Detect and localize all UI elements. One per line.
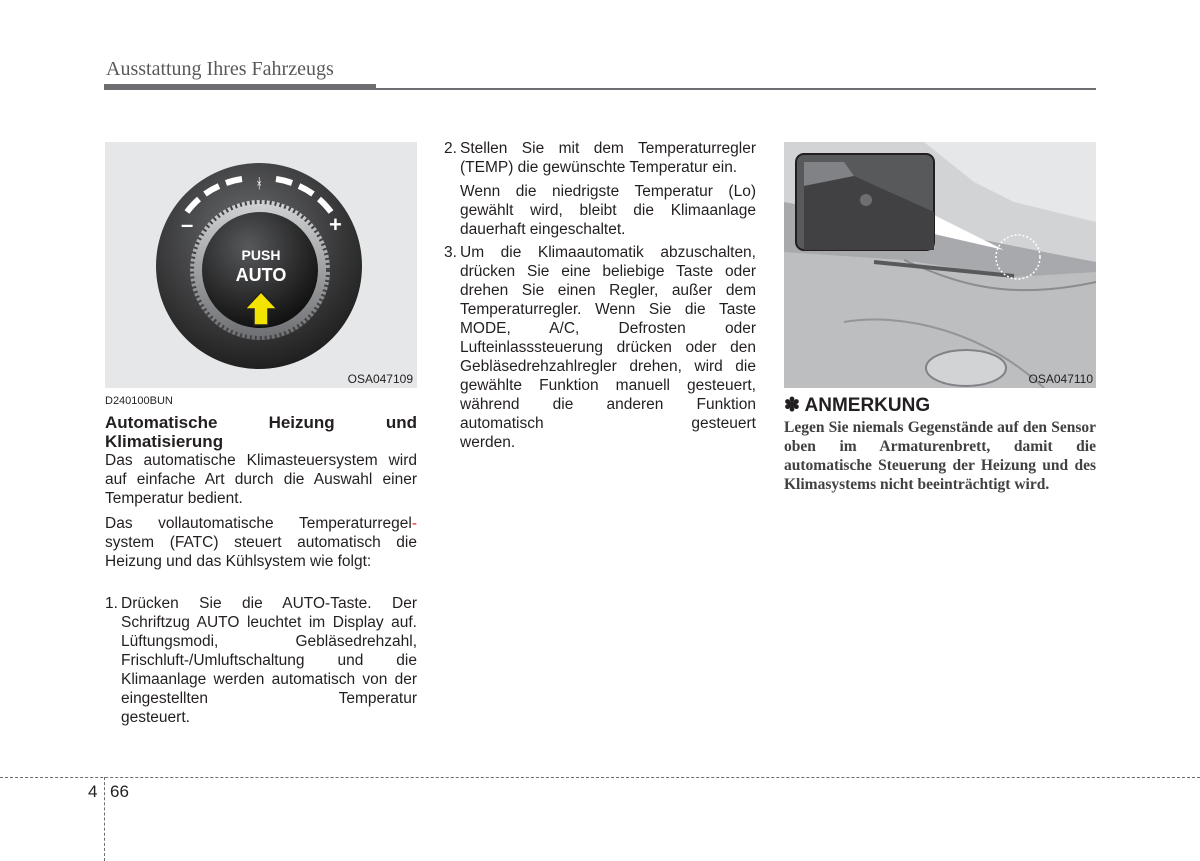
list-number: 2.: [444, 140, 457, 157]
list-text: gesteuert.: [121, 709, 190, 726]
list-text: Stellen Sie mit dem Temperaturregler (TEMP) die gewünschte Temperatur ein.: [460, 140, 756, 176]
section-title-line: Klimatisierung: [105, 432, 224, 451]
section-title-line: Automatische Heizung und: [105, 413, 417, 432]
knob-push-label: PUSH: [241, 247, 281, 263]
dashboard-sensor-illustration: [784, 142, 1096, 388]
knob-auto-label: AUTO: [235, 265, 287, 285]
footer-rule: [0, 777, 1200, 778]
note-body: Legen Sie niemals Gegenstände auf den Sensor oben im Armaturenbrett, damit die automatische Steuerung der Heizung und des Klimasystems nicht beeinträchtigt wird.: [784, 419, 1096, 493]
figure-auto-knob: [105, 142, 417, 388]
list-text: werden.: [460, 434, 516, 451]
section-code: D240100BUN: [105, 395, 173, 407]
page-number: 66: [110, 782, 129, 801]
column-2-body: [444, 139, 756, 452]
list-item: [444, 243, 756, 452]
hyphen-mark: -: [411, 515, 417, 532]
svg-text:ᚼ: ᚼ: [255, 176, 264, 192]
asterisk-icon: ✽: [784, 395, 800, 416]
list-number: 3.: [444, 244, 457, 261]
paragraph: [105, 514, 417, 571]
header-rule: [104, 88, 1096, 90]
svg-text:+: +: [329, 212, 342, 237]
column-1-body: [105, 451, 417, 727]
list-text: Drücken Sie die AUTO-Taste. Der Schriftzug AUTO leuchtet im Display auf. Lüftungsmodi, Gebläsedrehzahl, Frischluft-/Umluftschaltung und die Klimaanlage werden automatisch von der eingestellten Temperatur: [121, 595, 417, 707]
figure-caption: OSA047109: [347, 372, 413, 386]
list-number: 1.: [105, 595, 118, 612]
list-subtext: Wenn die niedrigste Temperatur (Lo) gewählt wird, bleibt die Klimaanlage dauerhaft eingeschaltet.: [460, 183, 756, 238]
figure-caption: OSA047110: [1028, 372, 1093, 386]
section-title: [105, 413, 417, 451]
figure-sensor-location: [784, 142, 1096, 388]
note-title-text: ANMERKUNG: [804, 395, 931, 416]
list-item: [444, 139, 756, 239]
paragraph: Das automatische Klimasteuersystem wird auf einfache Art durch die Auswahl einer Temperatur bedient.: [105, 452, 417, 507]
paragraph-text: Das vollautomatische Temperaturregel: [105, 515, 412, 532]
chapter-number: 4: [88, 782, 98, 801]
running-header: Ausstattung Ihres Fahrzeugs: [106, 58, 334, 80]
paragraph-text: system (FATC) steuert automatisch die Heizung und das Kühlsystem wie folgt:: [105, 534, 417, 570]
note-title: [784, 394, 930, 417]
auto-knob-illustration: [105, 142, 417, 388]
footer-divider: [104, 777, 105, 861]
list-item: [105, 594, 417, 727]
svg-text:–: –: [181, 212, 194, 237]
list-text: Um die Klimaautomatik abzuschalten, drücken Sie eine beliebige Taste oder drehen Sie einen Regler, außer dem Temperaturregler. Wenn Sie die Taste MODE, A/C, Defrosten oder Lufteinlasssteuerung drücken oder den Gebläsedrehzahlregler drehen, wird die gewählte Funktion manuell gesteuert, während die anderen Funktion automatisch gesteuert: [460, 244, 756, 432]
